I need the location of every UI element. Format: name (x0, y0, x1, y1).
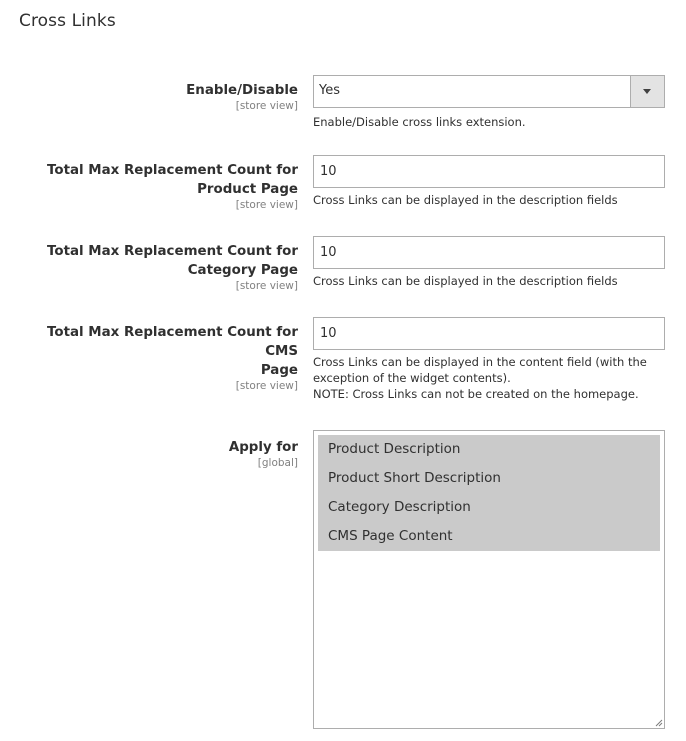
option-product-short-description[interactable]: Product Short Description (318, 464, 660, 493)
section-title[interactable]: Cross Links (19, 11, 116, 31)
note-line: NOTE: Cross Links can not be created on the homepage. (313, 387, 639, 401)
option-product-description[interactable]: Product Description (318, 435, 660, 464)
enable-disable-select[interactable] (313, 75, 665, 108)
scope-label: [store view] (235, 100, 298, 112)
product-page-count-input[interactable] (313, 155, 665, 188)
field-control (313, 155, 665, 208)
field-control (313, 75, 665, 130)
resize-handle-icon[interactable] (655, 719, 663, 727)
product-page-label-line2: Product Page (197, 182, 298, 197)
option-cms-page-content[interactable]: CMS Page Content (318, 522, 660, 551)
cms-page-label-line2: Page (260, 363, 298, 378)
field-control (313, 317, 665, 402)
option-category-description[interactable]: Category Description (318, 493, 660, 522)
field-control (313, 430, 665, 729)
enable-disable-label: Enable/Disable (186, 83, 298, 98)
scope-label: [store view] (235, 280, 298, 292)
scope-label: [store view] (235, 199, 298, 211)
field-label-group (20, 323, 298, 392)
field-label-group (30, 438, 298, 469)
product-page-label-line1: Total Max Replacement Count for (47, 163, 298, 178)
field-note: Cross Links can be displayed in the description fields (313, 193, 618, 207)
dropdown-button[interactable] (630, 76, 664, 107)
category-page-label-line1: Total Max Replacement Count for (47, 244, 298, 259)
field-label-group (30, 81, 298, 112)
category-page-label-line2: Category Page (187, 263, 298, 278)
field-label-group (30, 242, 298, 292)
field-control (313, 236, 665, 289)
field-label-group (30, 161, 298, 211)
cms-page-count-input[interactable] (313, 317, 665, 350)
field-note: Enable/Disable cross links extension. (313, 115, 526, 129)
scope-label: [global] (257, 457, 298, 469)
category-page-count-input[interactable] (313, 236, 665, 269)
scope-label: [store view] (235, 380, 298, 392)
field-note (313, 354, 665, 402)
apply-for-label: Apply for (228, 440, 298, 455)
cms-page-label-line1: Total Max Replacement Count for CMS (47, 325, 298, 359)
note-line: Cross Links can be displayed in the content field (with the (313, 355, 647, 369)
select-value: Yes (319, 83, 340, 98)
note-line: exception of the widget contents). (313, 371, 511, 385)
apply-for-multiselect[interactable] (313, 430, 665, 729)
field-note: Cross Links can be displayed in the description fields (313, 274, 618, 288)
chevron-down-icon (643, 89, 651, 94)
